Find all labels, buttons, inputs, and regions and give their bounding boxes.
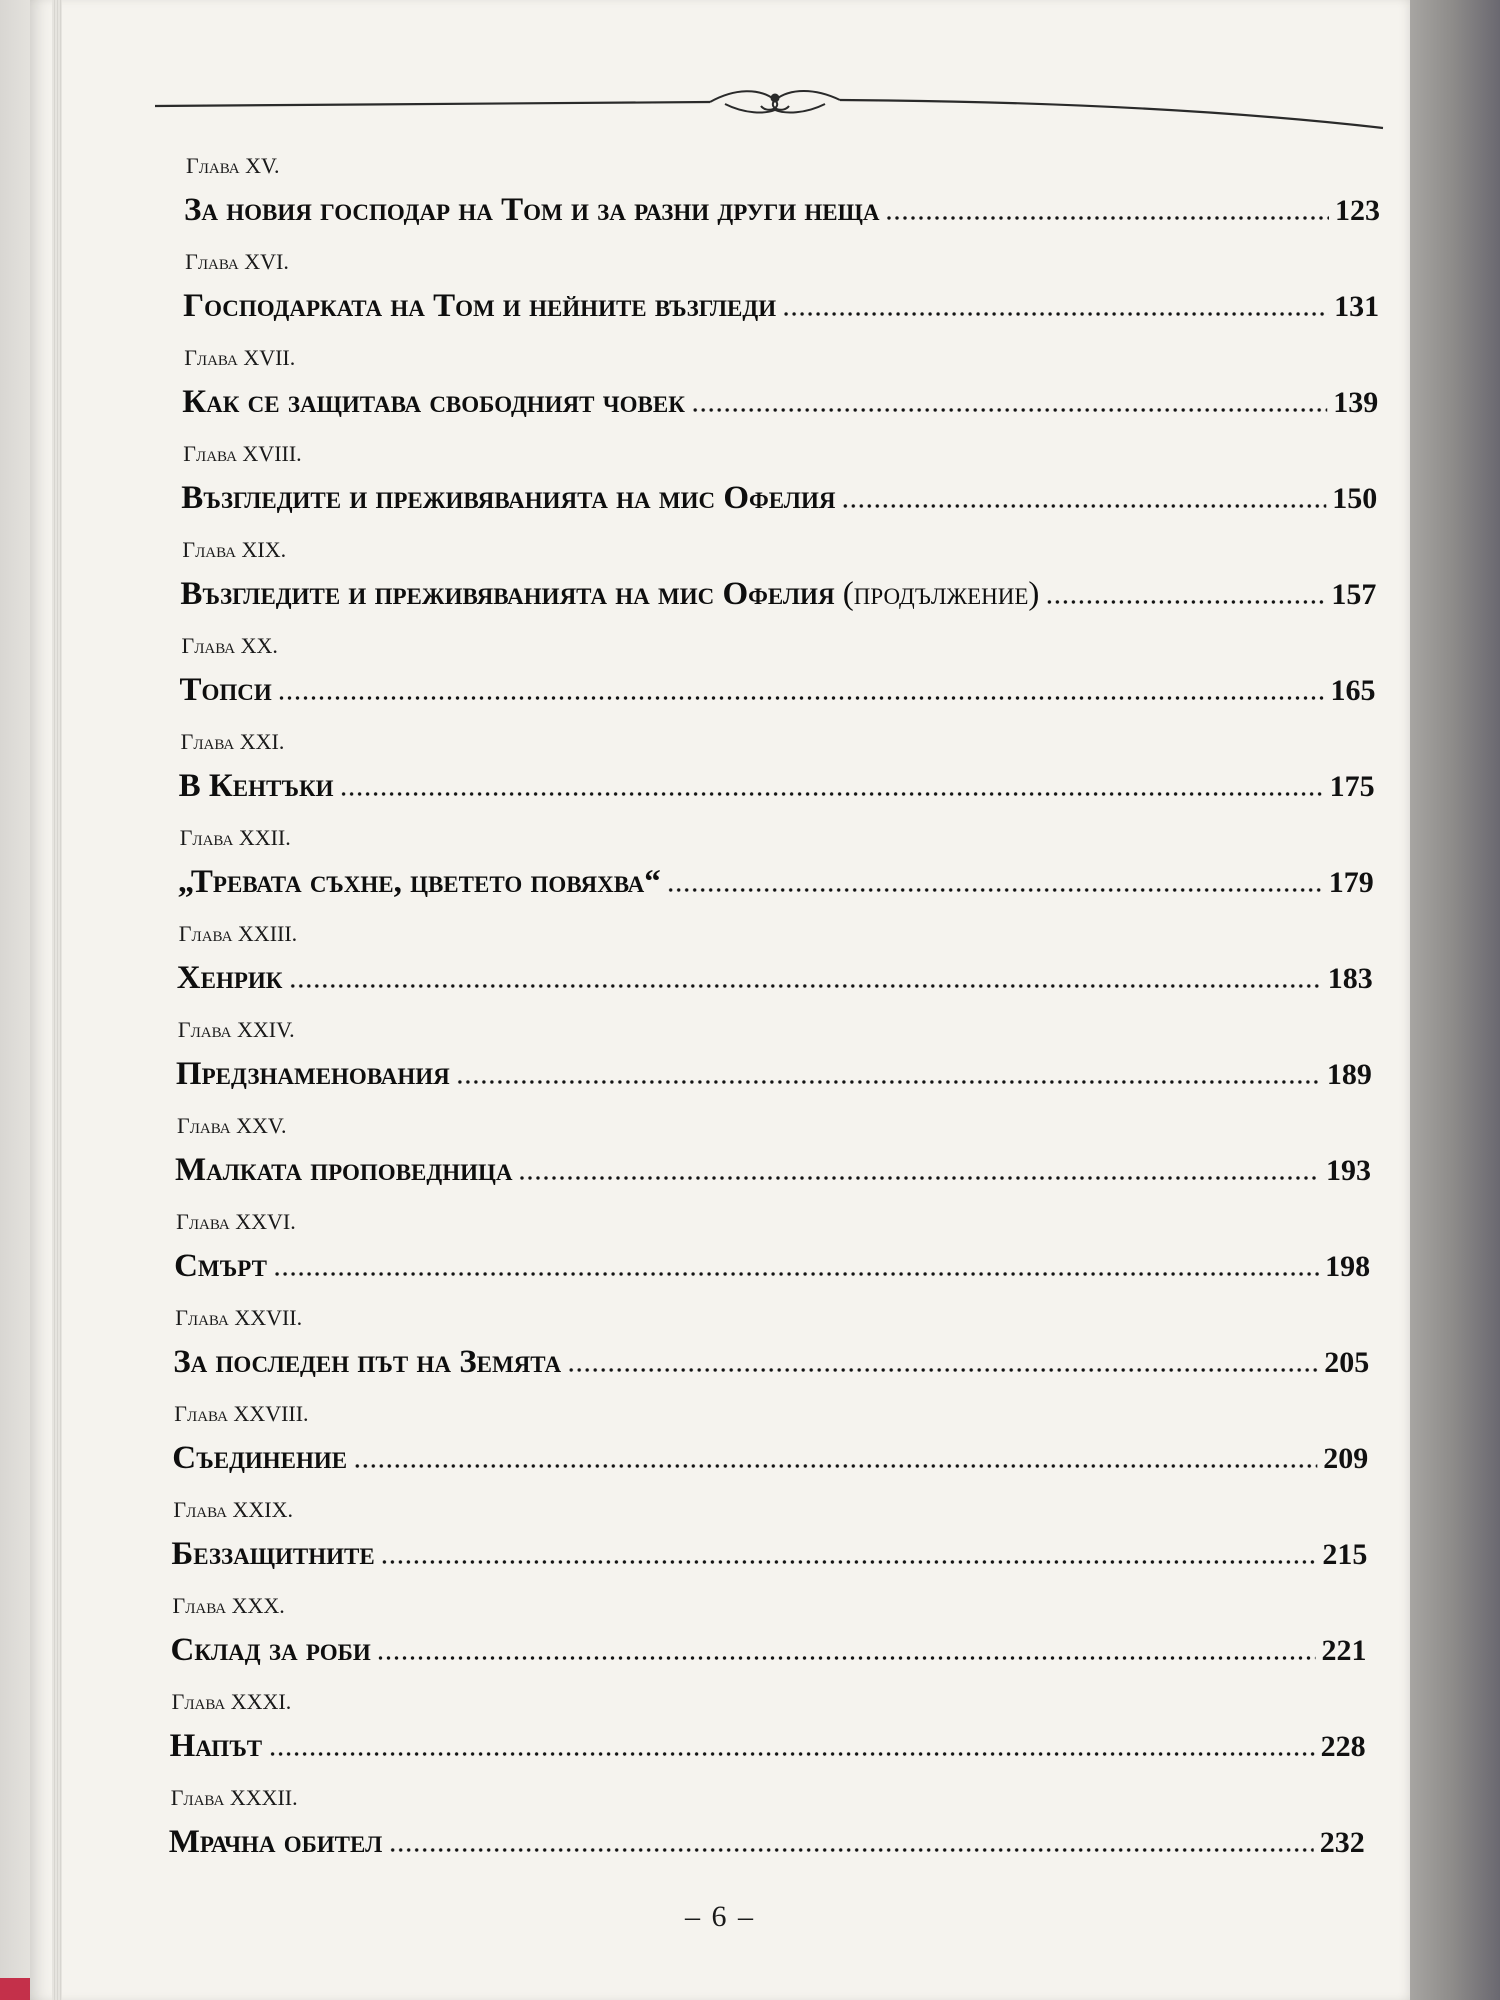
chapter-label: Глава XV. [186, 153, 280, 178]
toc-title-line [166, 568, 1376, 620]
toc-title-line [161, 1144, 1371, 1196]
chapter-label: Глава XXXII. [170, 1785, 298, 1810]
chapter-label: Глава XVIII. [183, 441, 302, 466]
chapter-title-text: Беззащитните [171, 1536, 375, 1572]
chapter-label: Глава XXVII. [175, 1305, 303, 1330]
chapter-title [169, 280, 776, 332]
chapter-title-text: Склад за роби [170, 1632, 371, 1668]
page-ref: 232 [1319, 1826, 1365, 1859]
chapter-title-text: Смърт [174, 1248, 267, 1284]
header-ornament [155, 70, 1395, 140]
toc-title-line [157, 1528, 1367, 1580]
chapter-title-text: Съединение [172, 1440, 348, 1476]
dot-leader [841, 502, 1326, 510]
chapter-title-text: Предзнаменования [175, 1056, 450, 1092]
page-ref: 123 [1335, 194, 1380, 227]
chapter-title [157, 1624, 371, 1676]
book-page [30, 0, 1410, 2000]
chapter-title-text: Господарката на Том и нейните възгледи [183, 288, 777, 324]
chapter-title [163, 952, 283, 1004]
chapter-label: Глава XXII. [179, 825, 291, 850]
chapter-title-text: Топси [179, 672, 272, 708]
chapter-title [165, 760, 334, 812]
page-ref: 193 [1326, 1154, 1371, 1187]
toc-title-line [166, 664, 1376, 716]
page-ref: 139 [1333, 386, 1379, 419]
toc-entry [170, 148, 1380, 244]
page-ref: 209 [1323, 1442, 1369, 1475]
dot-leader [567, 1366, 1318, 1374]
toc-title-line [157, 1624, 1367, 1676]
dot-leader [278, 694, 1325, 702]
toc-title-line [170, 184, 1380, 236]
chapter-title [170, 184, 879, 236]
page-number: – 6 – [685, 1900, 755, 1933]
chapter-title [155, 1816, 383, 1868]
toc-entry [166, 532, 1376, 628]
toc-title-line [155, 1816, 1365, 1868]
chapter-label: Глава XXV. [177, 1113, 287, 1138]
chapter-title-text: Малката проповедница [175, 1152, 513, 1188]
toc-entry [160, 1204, 1370, 1300]
chapter-title-text: Възгледите и преживяванията на мис Офелия [181, 480, 836, 516]
page-ref: 179 [1328, 866, 1374, 899]
dot-leader [782, 310, 1328, 318]
chapter-title-text: В Кентъки [178, 768, 334, 804]
chapter-label: Глава XX. [181, 633, 278, 658]
chapter-title-text: За последен път на Земята [173, 1344, 562, 1380]
toc-title-line [167, 472, 1377, 524]
toc-entry [157, 1492, 1367, 1588]
page-ref: 228 [1320, 1730, 1366, 1763]
chapter-title [167, 472, 835, 524]
chapter-title [158, 1432, 347, 1484]
chapter-title-text: Как се защитава свободният човек [182, 384, 685, 420]
chapter-title [161, 1144, 512, 1196]
page-ref: 183 [1327, 962, 1373, 995]
chapter-label: Глава XIX. [182, 537, 287, 562]
chapter-label: Глава XXVIII. [174, 1401, 309, 1426]
chapter-title [156, 1720, 263, 1772]
chapter-title-text: Хенрик [176, 960, 283, 996]
chapter-title [166, 664, 272, 716]
page-ref: 157 [1331, 578, 1377, 611]
chapter-title-text: Възгледите и преживяванията на мис Офелия [180, 576, 835, 612]
chapter-label: Глава XVI. [185, 249, 289, 274]
toc-title-line [162, 1048, 1372, 1100]
chapter-label: Глава XXXI. [171, 1689, 292, 1714]
dot-leader [388, 1846, 1313, 1854]
page-edge [52, 0, 62, 2000]
toc-entry [157, 1588, 1367, 1684]
table-of-contents [170, 148, 1380, 1876]
dot-leader [667, 886, 1323, 894]
chapter-label: Глава XXIII. [178, 921, 298, 946]
toc-title-line [164, 856, 1374, 908]
chapter-label: Глава XXX. [172, 1593, 285, 1618]
dot-leader [273, 1270, 1319, 1278]
page-ref: 189 [1326, 1058, 1372, 1091]
toc-entry [159, 1300, 1369, 1396]
chapter-subtitle: (продължение) [842, 576, 1040, 612]
toc-entry [167, 436, 1377, 532]
toc-title-line [159, 1336, 1369, 1388]
dot-leader [456, 1078, 1321, 1086]
chapter-title [157, 1528, 374, 1580]
page-ref: 175 [1329, 770, 1375, 803]
toc-entry [165, 724, 1375, 820]
dot-leader [288, 982, 1321, 990]
chapter-title [168, 376, 685, 428]
toc-entry [166, 628, 1376, 724]
chapter-title [162, 1048, 450, 1100]
chapter-label: Глава XXIX. [173, 1497, 294, 1522]
page-ref: 215 [1322, 1538, 1368, 1571]
page-ref: 221 [1321, 1634, 1367, 1667]
toc-entry [164, 820, 1374, 916]
toc-title-line [160, 1240, 1370, 1292]
dot-leader [340, 790, 1324, 798]
toc-entry [161, 1108, 1371, 1204]
toc-title-line [158, 1432, 1368, 1484]
toc-entry [162, 1012, 1372, 1108]
toc-entry [156, 1684, 1366, 1780]
page-ref: 198 [1325, 1250, 1371, 1283]
chapter-title [160, 1240, 267, 1292]
chapter-title [166, 568, 1039, 620]
toc-entry [168, 340, 1378, 436]
page-ref: 131 [1334, 290, 1380, 323]
toc-title-line [165, 760, 1375, 812]
toc-entry [163, 916, 1373, 1012]
chapter-title-text: Напът [169, 1728, 263, 1764]
dot-leader [353, 1462, 1317, 1470]
chapter-label: Глава XVII. [184, 345, 296, 370]
dot-leader [1045, 598, 1325, 606]
toc-entry [169, 244, 1379, 340]
page-ref: 165 [1330, 674, 1376, 707]
chapter-title [159, 1336, 561, 1388]
dot-leader [885, 214, 1329, 222]
chapter-title-text: Мрачна обител [168, 1824, 383, 1860]
page-ref: 205 [1324, 1346, 1370, 1379]
chapter-label: Глава XXVI. [176, 1209, 296, 1234]
toc-title-line [168, 376, 1378, 428]
dot-leader [381, 1558, 1317, 1566]
toc-entry [158, 1396, 1368, 1492]
dot-leader [377, 1654, 1316, 1662]
chapter-label: Глава XXIV. [177, 1017, 295, 1042]
page-ref: 150 [1332, 482, 1378, 515]
chapter-title-text: „Тревата съхне, цветето повяхва“ [177, 864, 661, 900]
chapter-title [164, 856, 661, 908]
toc-title-line [163, 952, 1373, 1004]
toc-title-line [169, 280, 1379, 332]
dot-leader [691, 406, 1327, 414]
dot-leader [518, 1174, 1320, 1182]
toc-entry [155, 1780, 1365, 1876]
toc-title-line [156, 1720, 1366, 1772]
chapter-label: Глава XXI. [180, 729, 285, 754]
dot-leader [268, 1750, 1314, 1758]
chapter-title-text: За новия господар на Том и за разни други неща [184, 192, 880, 228]
